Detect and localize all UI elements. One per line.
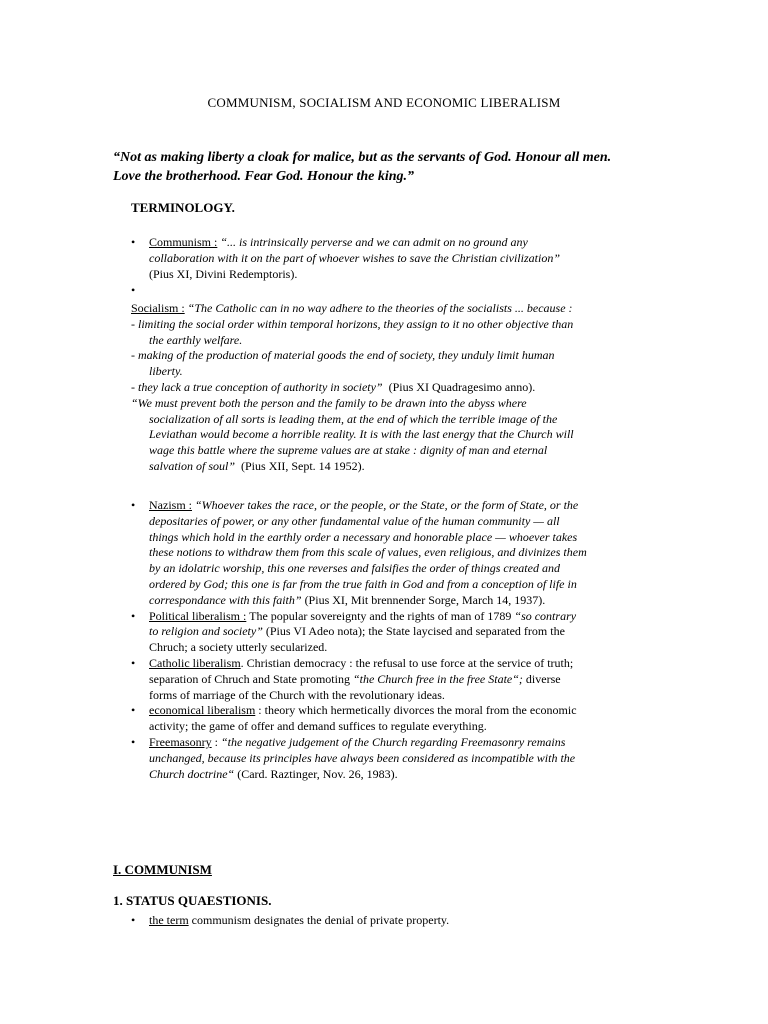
nazism-quote-line: correspondance with this faith”: [149, 592, 302, 607]
nazism-quote-line: by an idolatric worship, this one reverses and falsifies the order of things created and: [149, 561, 560, 576]
catholic-liberalism-text: forms of marriage of the Church with the revolutionary ideas.: [149, 687, 445, 702]
catholic-liberalism-quote: “the Church free in the free State“;: [352, 671, 523, 686]
bullet-icon: •: [131, 655, 136, 670]
the-term-label: the term: [149, 913, 189, 927]
nazism-quote-line: these notions to withdraw them from this scale of values, even religious, and divinizes them: [149, 545, 587, 560]
communism-quote-line: collaboration with it on the part of whoever wishes to save the Christian civilization”: [149, 250, 560, 265]
document-title: COMMUNISM, SOCIALISM AND ECONOMIC LIBERALISM: [207, 95, 561, 110]
socialism-point: - they lack a true conception of authority in society”: [131, 379, 383, 394]
term-nazism: Nazism :: [149, 498, 192, 512]
socialism-point: - limiting the social order within temporal horizons, they assign to it no other objective than: [131, 316, 574, 331]
pius-xii-quote-line: socialization of all sorts is leading them, at the end of which the terrible image of the: [149, 411, 558, 426]
socialism-point: - making of the production of material goods the end of society, they unduly limit human: [131, 348, 555, 363]
political-liberalism-quote: “so contrary: [514, 608, 577, 623]
socialism-point-cont: the earthly welfare.: [149, 332, 243, 347]
nazism-quote-line: ordered by God; this one is far from the true faith in God and from a conception of life in: [149, 576, 577, 591]
socialism-item: [131, 301, 661, 475]
bullet-icon: •: [131, 498, 136, 512]
political-liberalism-quote: to religion and society”: [149, 624, 263, 639]
bullet-icon: •: [131, 235, 136, 249]
economical-liberalism-text: : theory which hermetically divorces the moral from the economic: [255, 703, 577, 718]
subsection-heading-status: 1. STATUS QUAESTIONIS.: [113, 893, 272, 908]
socialism-quote: “The Catholic can in no way adhere to the theories of the socialists ... because :: [184, 301, 573, 315]
term-socialism: Socialism :: [131, 301, 185, 315]
freemasonry-quote-line: Church doctrine“: [149, 766, 235, 781]
economical-liberalism-text: activity; the game of offer and demand suffices to regulate everything.: [149, 719, 487, 734]
epigraph-line: “Not as making liberty a cloak for malice, but as the servants of God. Honour all men.: [113, 150, 612, 165]
catholic-liberalism-text: separation of Chruch and State promoting: [149, 671, 353, 686]
catholic-liberalism-text: . Christian democracy : the refusal to use force at the service of truth;: [240, 655, 574, 670]
pius-xii-source: (Pius XII, Sept. 14 1952).: [241, 458, 365, 473]
freemasonry-item: [131, 735, 661, 782]
economical-liberalism-item: [131, 703, 661, 735]
pius-xii-quote-line: Leviathan would become a horrible reality. It is with the last energy that the Church will: [149, 427, 574, 442]
communism-item: [131, 235, 661, 299]
bullet-icon: •: [131, 913, 136, 927]
catholic-liberalism-text: diverse: [522, 671, 561, 686]
freemasonry-quote-line: unchanged, because its principles have always been considered as incompatible with the: [149, 750, 576, 765]
nazism-quote-line: things which hold in the earthly order a necessary and honorable place — whoever takes: [149, 529, 578, 544]
bullet-icon: •: [131, 283, 136, 298]
epigraph-line: Love the brotherhood. Fear God. Honour the king.”: [113, 169, 415, 184]
freemasonry-source: (Card. Raztinger, Nov. 26, 1983).: [234, 766, 398, 781]
epigraph: [113, 148, 673, 186]
socialism-point-cont: liberty.: [149, 364, 183, 379]
term-communism: Communism :: [149, 235, 218, 249]
the-term-text: communism designates the denial of private property.: [188, 913, 450, 927]
term-economical-liberalism: economical liberalism: [149, 703, 256, 718]
political-liberalism-text: Chruch; a society utterly secularized.: [149, 640, 328, 655]
freemasonry-text: :: [211, 734, 221, 749]
pius-xii-quote-line: wage this battle where the supreme values are at stake : dignity of man and eternal: [149, 443, 548, 458]
political-liberalism-text: The popular sovereignty and the rights of man of 1789: [246, 608, 515, 623]
term-catholic-liberalism: Catholic liberalism: [149, 655, 241, 670]
communism-source: (Pius XI, Divini Redemptoris).: [149, 266, 298, 281]
freemasonry-quote: “the negative judgement of the Church regarding Freemasonry remains: [221, 734, 566, 749]
term-item: [131, 913, 661, 929]
nazism-item: [131, 498, 661, 609]
bullet-list: [131, 498, 661, 782]
catholic-liberalism-item: [131, 656, 661, 703]
socialism-source: (Pius XI Quadragesimo anno).: [388, 379, 536, 394]
section-heading-communism: I. COMMUNISM: [113, 862, 212, 877]
bullet-icon: •: [131, 703, 136, 718]
communism-quote: “... is intrinsically perverse and we can admit on no ground any: [217, 235, 528, 249]
term-freemasonry: Freemasonry: [149, 734, 212, 749]
bullet-icon: •: [131, 608, 136, 623]
nazism-source: (Pius XI, Mit brennender Sorge, March 14, 1937).: [304, 592, 546, 607]
pius-xii-quote: “We must prevent both the person and the family to be drawn into the abyss where: [131, 395, 527, 410]
bullet-icon: •: [131, 734, 136, 749]
term-political-liberalism: Political liberalism :: [149, 608, 247, 623]
political-liberalism-item: [131, 609, 661, 656]
terminology-heading: TERMINOLOGY.: [131, 200, 235, 215]
nazism-quote-line: depositaries of power, or any other fundamental value of the human community — all: [149, 513, 560, 528]
nazism-quote: “Whoever takes the race, or the people, or the State, or the form of State, or the: [192, 498, 579, 512]
political-liberalism-text: (Pius VI Adeo nota); the State laycised and separated from the: [262, 624, 565, 639]
pius-xii-quote-line: salvation of soul”: [149, 458, 236, 473]
